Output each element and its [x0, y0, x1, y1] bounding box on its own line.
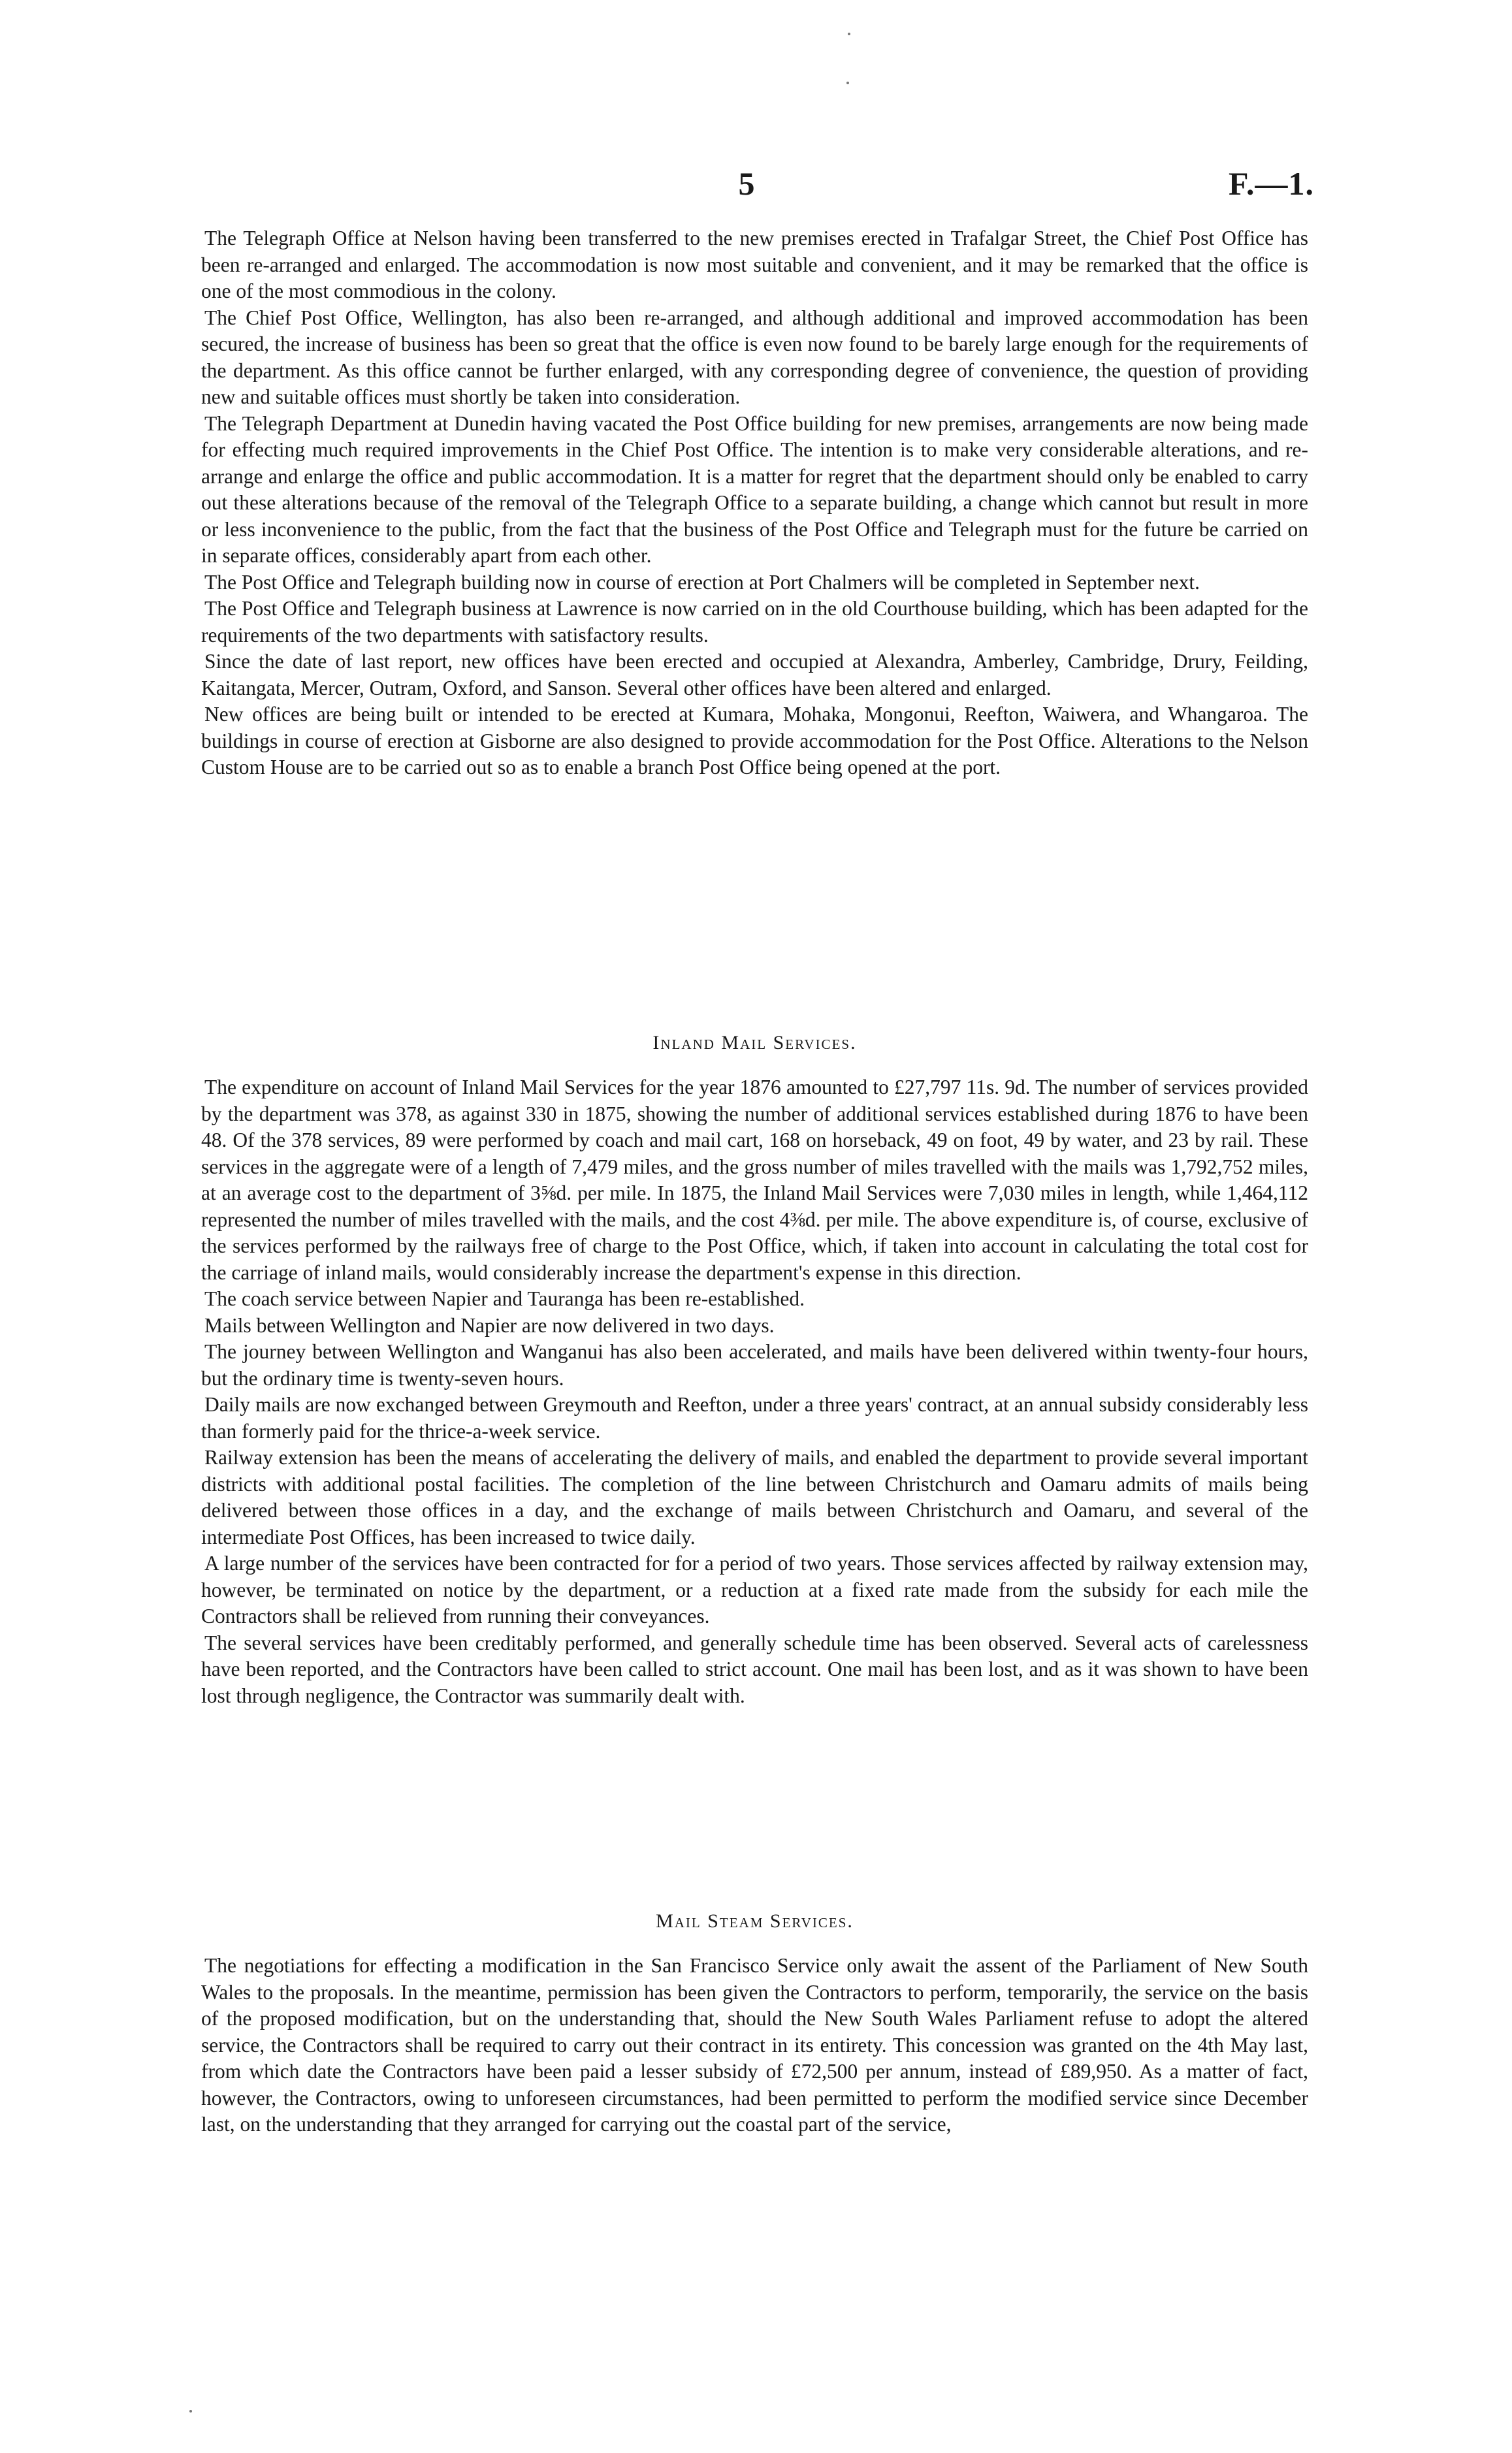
section-heading-inland-mail: Inland Mail Services.: [652, 1032, 857, 1053]
paragraph-lawrence: The Post Office and Telegraph business at Lawrence is now carried on in the old Courthouse building, which has been adapted for the requirements of the two departments with satisfactory results.: [201, 597, 1308, 647]
page-number: 5: [738, 165, 755, 202]
section-heading-mail-steam: Mail Steam Services.: [656, 1910, 854, 1932]
document-code: F.—1.: [1229, 165, 1314, 202]
paragraph-napier-tauranga: The coach service between Napier and Tauranga has been re-established.: [204, 1287, 805, 1310]
paragraph-wellington-napier: Mails between Wellington and Napier are now delivered in two days.: [204, 1313, 775, 1337]
paragraph-contracts: A large number of the services have been contracted for for a period of two years. Those services affected by railway extension may, however, be terminated on notice by the department, or a reduction at a fixed rate made from the subsidy for each mile the Contractors shall be relieved from running their conveyances.: [201, 1552, 1308, 1627]
paragraph-wellington: The Chief Post Office, Wellington, has also been re-arranged, and although additional and improved accommodation has been secured, the increase of business has been so great that the office is even now found to be barely large enough for the requirements of the department. As this office cannot be further enlarged, with any corresponding degree of convenience, the question of providing new and suitable offices must shortly be taken into consideration.: [201, 306, 1308, 408]
paragraph-nelson: The Telegraph Office at Nelson having been transferred to the new premises erected in Trafalgar Street, the Chief Post Office has been re-arranged and enlarged. The accommodation is now most suitable and convenient, and it may be remarked that the office is one of the most commodious in the colony.: [201, 227, 1308, 302]
paragraph-expenditure: The expenditure on account of Inland Mail Services for the year 1876 amounted to £27,797 11s. 9d. The number of services provided by the department was 378, as against 330 in 1875, showing the number of additional services established during 1876 to have been 48. Of the 378 services, 89 were performed by coach and mail cart, 168 on horseback, 49 on foot, 49 by water, and 23 by rail. These services in the aggregate were of a length of 7,479 miles, and the gross number of miles travelled with the mails was 1,792,752 miles, at an average cost to the department of 3⅝d. per mile. In 1875, the Inland Mail Services were 7,030 miles in length, while 1,464,112 represented the number of miles travelled with the mails, and the cost 4⅜d. per mile. The above expenditure is, of course, exclusive of the services performed by the railways free of charge to the Post Office, which, if taken into account in calculating the total cost for the carriage of inland mails, would considerably increase the department's expense in this direction.: [201, 1076, 1308, 1284]
paragraph-dunedin: The Telegraph Department at Dunedin having vacated the Post Office building for new premises, arrangements are now being made for effecting much required improvements in the Chief Post Office. The intention is to make very considerable alterations, and re-arrange and enlarge the office and public accommodation. It is a matter for regret that the department should only be enabled to carry out these alterations because of the removal of the Telegraph Office to a separate building, a change which cannot but result in more or less inconvenience to the public, from the fact that the business of the Post Office and Telegraph must for the future be carried on in separate offices, considerably apart from each other.: [201, 411, 1308, 567]
paragraph-san-francisco: The negotiations for effecting a modification in the San Francisco Service only await the assent of the Parliament of New South Wales to the proposals. In the meantime, permission has been given the Contractors to perform, temporarily, the service on the basis of the proposed modification, but on the understanding that, should the New South Wales Parliament refuse to adopt the altered service, the Contractors shall be required to carry out their contract in its entirety. This concession was granted on the 4th May last, from which date the Contractors have been paid a lesser subsidy of £72,500 per annum, instead of £89,950. As a matter of fact, however, the Contractors, owing to unforeseen circumstances, had been permitted to perform the modified service since December last, on the understanding that they arranged for carrying out the coastal part of the service,: [201, 1954, 1308, 2136]
paragraph-wellington-wanganui: The journey between Wellington and Wanganui has also been accelerated, and mails have been delivered within twenty-four hours, but the ordinary time is twenty-seven hours.: [201, 1340, 1308, 1390]
paragraph-greymouth-reefton: Daily mails are now exchanged between Greymouth and Reefton, under a three years' contract, at an annual subsidy considerably less than formerly paid for the thrice-a-week service.: [201, 1393, 1308, 1443]
paragraph-port-chalmers: The Post Office and Telegraph building now in course of erection at Port Chalmers will be completed in September next.: [204, 570, 1200, 594]
paragraph-offices-being-built: New offices are being built or intended to be erected at Kumara, Mohaka, Mongonui, Reefton, Waiwera, and Whangaroa. The buildings in course of erection at Gisborne are also designed to provide accommodation for the Post Office. Alterations to the Nelson Custom House are to be carried out so as to enable a branch Post Office being opened at the port.: [201, 703, 1308, 778]
scan-speck: [846, 82, 849, 84]
paragraph-new-offices: Since the date of last report, new offices have been erected and occupied at Alexandra, Amberley, Cambridge, Drury, Feilding, Kaitangata, Mercer, Outram, Oxford, and Sanson. Several other offices have been altered and enlarged.: [201, 650, 1308, 699]
scan-speck: [189, 2410, 192, 2413]
inland-mail-services-section: [201, 1030, 1308, 1709]
mail-steam-services-section: [201, 1908, 1308, 2138]
paragraph-performance: The several services have been creditably performed, and generally schedule time has been observed. Several acts of carelessness have been reported, and the Contractors have been called to strict account. One mail has been lost, and as it was shown to have been lost through negligence, the Contractor was summarily dealt with.: [201, 1631, 1308, 1707]
paragraph-railway-extension: Railway extension has been the means of accelerating the delivery of mails, and enabled the department to provide several important districts with additional postal facilities. The completion of the line between Christchurch and Oamaru admits of mails being delivered between those offices in a day, and the exchange of mails between Christchurch and Oamaru, and several of the intermediate Post Offices, has been increased to twice daily.: [201, 1446, 1308, 1548]
post-office-buildings-section: [201, 225, 1308, 781]
scan-speck: [848, 33, 850, 35]
